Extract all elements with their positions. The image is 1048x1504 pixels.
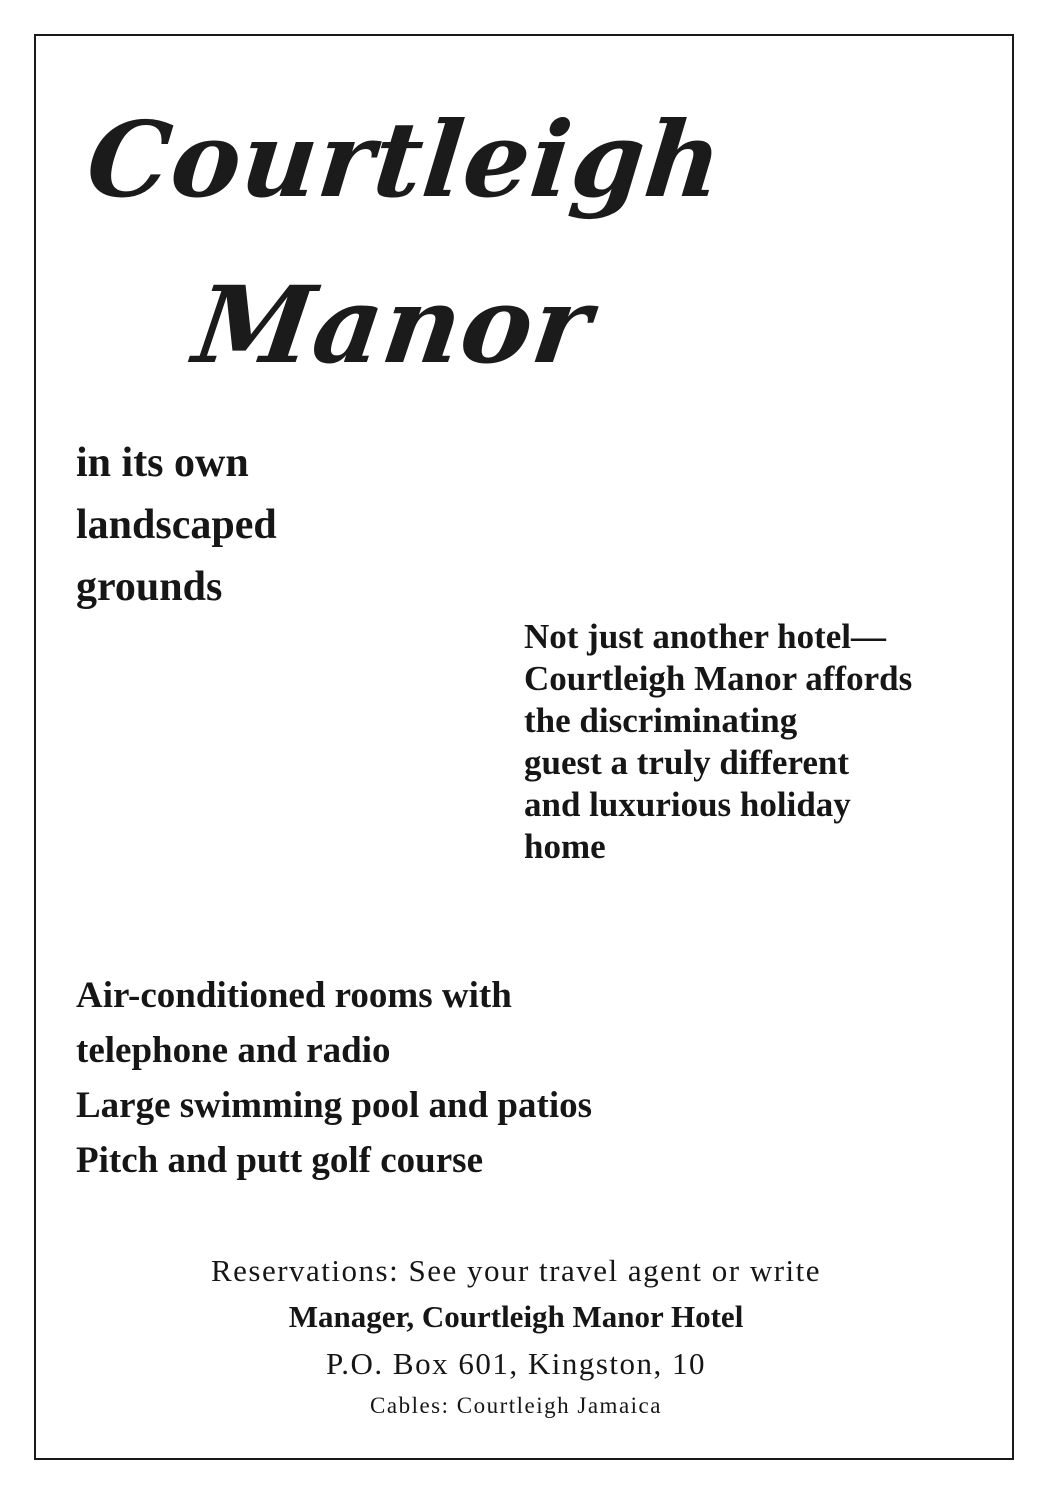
description-line: home	[524, 827, 606, 866]
address-line: P.O. Box 601, Kingston, 10	[325, 1346, 707, 1381]
description-line: guest a truly different	[524, 743, 849, 782]
manager-line: Manager, Courtleigh Manor Hotel	[288, 1299, 744, 1334]
amenity-line: Large swimming pool and patios	[76, 1085, 593, 1126]
amenities-list	[76, 968, 592, 1188]
tagline-line: in its own	[76, 440, 249, 486]
cables-line: Cables: Courtleigh Jamaica	[370, 1393, 662, 1418]
description-line: and luxurious holiday	[524, 785, 851, 824]
amenity-line: Pitch and putt golf course	[76, 1140, 483, 1181]
advert-title-courtleigh: Courtleigh	[81, 98, 729, 221]
description-block	[524, 616, 912, 868]
amenity-line: telephone and radio	[76, 1030, 391, 1071]
amenity-line: Air-conditioned rooms with	[76, 975, 512, 1016]
tagline-line: landscaped	[76, 502, 277, 548]
description-line: Courtleigh Manor affords	[524, 659, 913, 698]
description-line: Not just another hotel—	[524, 617, 886, 656]
tagline-block	[76, 432, 277, 618]
description-line: the discriminating	[524, 701, 798, 740]
tagline-line: grounds	[76, 564, 223, 610]
contact-block	[34, 1248, 1014, 1424]
reservations-line: Reservations: See your travel agent or write	[210, 1253, 822, 1288]
advert-title-manor: Manor	[187, 262, 600, 387]
